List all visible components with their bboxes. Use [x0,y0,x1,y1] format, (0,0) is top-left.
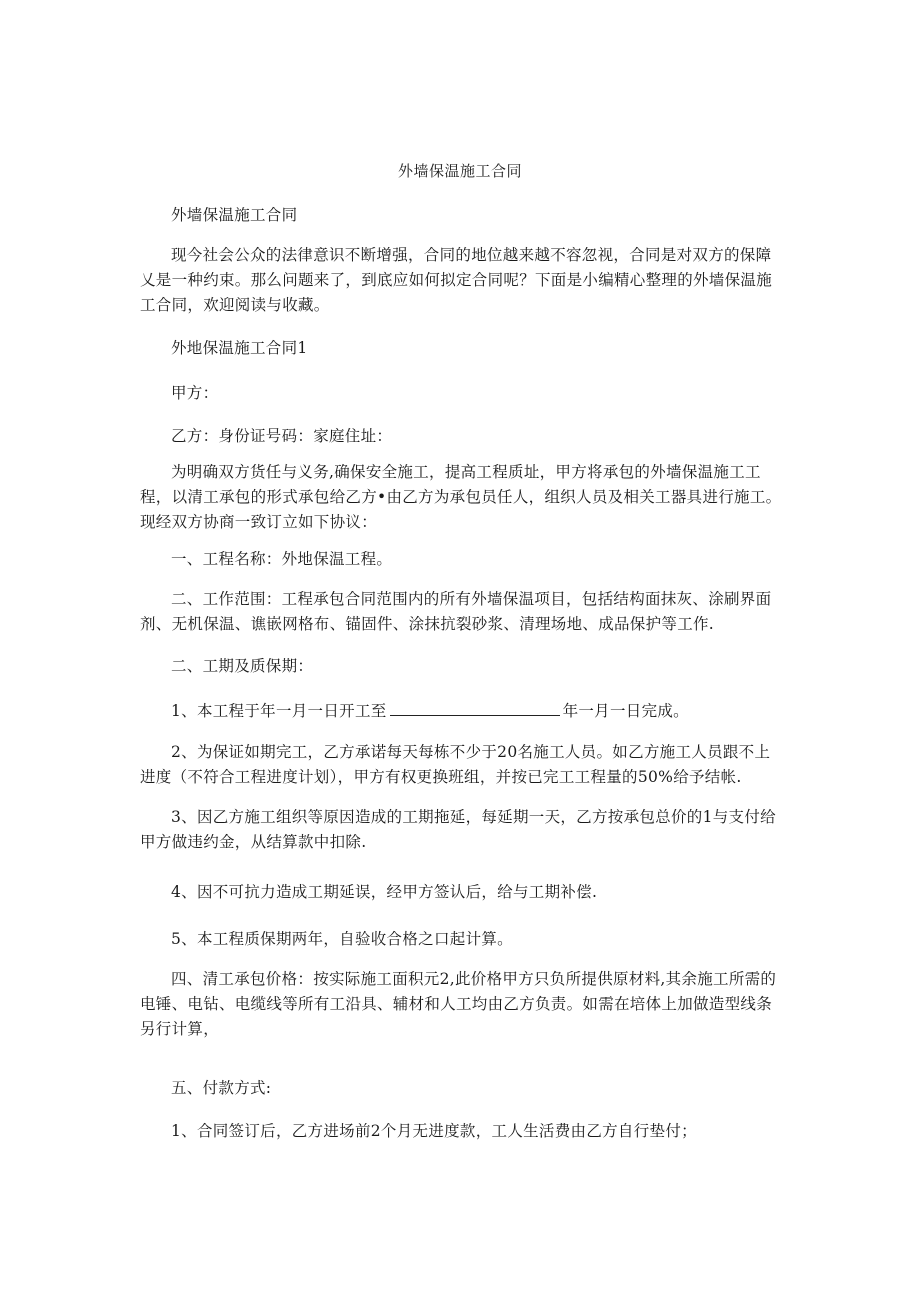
clause-schedule-end: 年一月一日完成。 [562,702,689,720]
party-a-line: 甲方： [171,384,219,402]
item-project-name: 一、工程名称：外地保温工程。 [171,550,393,568]
clause-schedule-dates [140,699,785,724]
preamble-paragraph: 为明确双方货任与义务,确保安全施工，提高工程质址，甲方将承包的外墙保温施工工程，以清工承包的形式承包给乙方•由乙方为承包员任人，组织人员及相关工器具进行施工。现经双方协商一致订立如下协议： [140,463,782,531]
item-contract-price: 四、清工承包价格：按实际施工面积元2,此价格甲方只负所提供原材料,其余施工所需的电锤、电钻、电缆线等所有工沿具、辅材和人工均由乙方负责。如需在培体上加做造型线条另行计算， [140,970,777,1038]
clause-warranty-period: 5、本工程质保期两年，自验收合格之口起计算。 [171,930,513,948]
clause-force-majeure: 4、因不可抗力造成工期延误，经甲方签认后，给与工期补偿. [171,883,598,901]
contract-heading: 外地保温施工合同1 [171,339,308,357]
intro-paragraph: 现今社会公众的法律意识不断增强，合同的地位越来越不容忽视，合同是对双方的保障乂是一种约束。那么问题来了，到底应如何拟定合同呢？下面是小编精心整理的外墙保温施工合同，欢迎阅读与收藏。 [140,246,773,314]
clause-delay-penalty: 3、因乙方施工组织等原因造成的工期拖延，每延期一天，乙方按承包总价的1与支付给甲方做违约金，从结算款中扣除. [140,808,776,851]
item-payment-method: 五、付款方式: [171,1079,272,1097]
item-work-scope: 二、工作范围：工程承包合同范围内的所有外墙保温项目，包括结构面抹灰、涂刷界面剂、无机保温、谯嵌网格布、锚固件、涂抹抗裂砂浆、清理场地、成品保护等工作. [140,590,772,633]
party-b-line: 乙方：身份证号码：家庭住址： [171,427,393,445]
item-schedule-warranty: 二、工期及质保期： [171,657,314,675]
clause-payment-first: 1、合同签订后，乙方进场前2个月无进度款，工人生活费由乙方自行垫付； [171,1122,697,1140]
date-blank-line [390,701,560,716]
document-title: 外墙保温施工合同 [397,162,522,180]
document-subtitle: 外墙保温施工合同 [171,206,298,224]
clause-schedule-start: 1、本工程于年一月一日开工至 [171,702,387,720]
clause-staffing: 2、为保证如期完工，乙方承诺每天每栋不少于20名施工人员。如乙方施工人员跟不上进度（不符合工程进度计划），甲方有权更换班组，并按已完工工程量的50%给予结帐. [140,743,771,786]
